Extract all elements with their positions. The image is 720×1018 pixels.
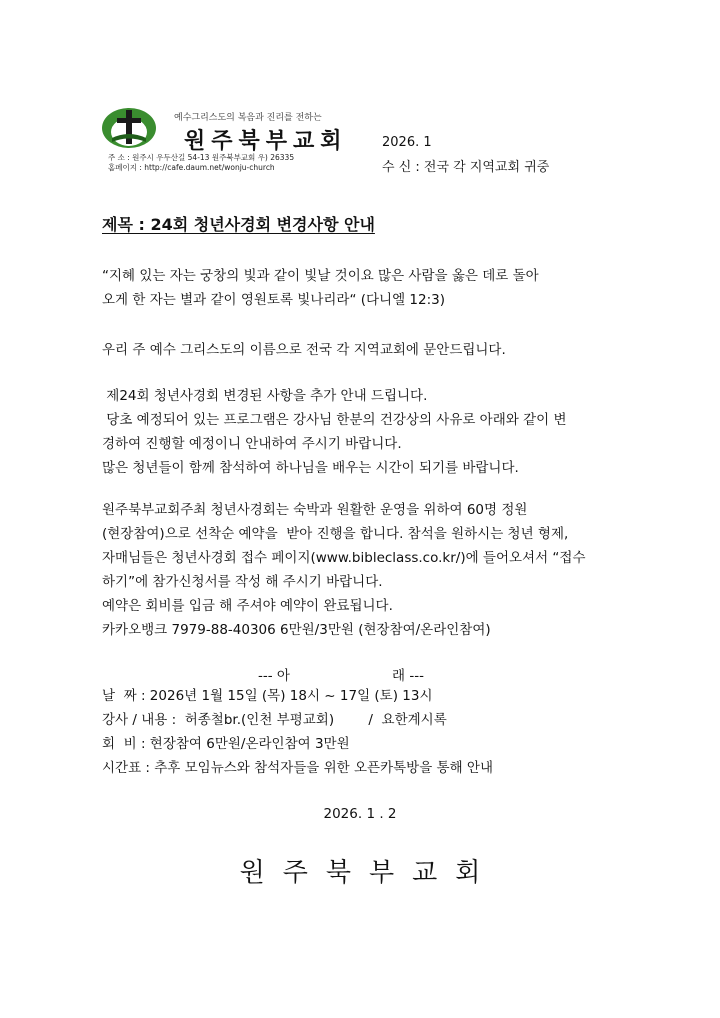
registration-line: 원주북부교회주최 청년사경회는 숙박과 원활한 운영을 위하여 60명 정원 <box>102 502 528 518</box>
greeting: 우리 주 예수 그리스도의 이름으로 전국 각 지역교회에 문안드립니다. <box>102 342 506 358</box>
registration-line: 자매님들은 청년사경회 접수 페이지(www.bibleclass.co.kr/)에 들어오셔서 “접수 <box>102 550 586 566</box>
closing-date: 2026. 1 . 2 <box>323 806 397 822</box>
notice-line: 제24회 청년사경회 변경된 사항을 추가 안내 드립니다. <box>102 388 428 404</box>
recipient: 수 신 : 전국 각 지역교회 귀중 <box>382 160 550 175</box>
detail-speaker: 강사 / 내용 : 허종철br.(인천 부평교회) / 요한계시록 <box>102 712 447 728</box>
detail-schedule: 시간표 : 추후 모임뉴스와 참석자들을 위한 오픈카톡방을 통해 안내 <box>102 760 493 776</box>
church-address-block <box>108 153 294 173</box>
verse-line: 오게 한 자는 별과 같이 영원토록 빛나리라“ (다니엘 12:3) <box>102 292 445 308</box>
notice-line: 경하여 진행할 예정이니 안내하여 주시기 바랍니다. <box>102 436 402 452</box>
church-homepage: 홈페이지 : http://cafe.daum.net/wonju-church <box>108 163 275 172</box>
bible-verse <box>102 264 632 312</box>
verse-line: “지혜 있는 자는 궁창의 빛과 같이 빛날 것이요 많은 사람을 옳은 데로 돌아 <box>102 268 539 284</box>
registration-paragraph <box>102 498 632 642</box>
notice-paragraph <box>102 384 632 480</box>
church-tagline: 예수그리스도의 복음과 진리를 전하는 <box>174 113 322 123</box>
registration-line: (현장참여)으로 선착순 예약을 받아 진행을 합니다. 참석을 원하시는 청년 형제, <box>102 526 569 542</box>
signature-church-name: 원주북부교회 <box>239 858 499 888</box>
detail-fee: 회 비 : 현장참여 6만원/온라인참여 3만원 <box>102 736 350 752</box>
subject-title: 제목 : 24회 청년사경회 변경사항 안내 <box>102 215 375 234</box>
church-name-logo: 원주북부교회 <box>184 129 348 154</box>
detail-date: 날 짜 : 2026년 1월 15일 (목) 18시 ~ 17일 (토) 13시 <box>102 688 433 704</box>
document-date: 2026. 1 <box>382 135 432 150</box>
registration-line: 하기”에 참가신청서를 작성 해 주시기 바랍니다. <box>102 574 383 590</box>
event-details <box>102 684 632 780</box>
below-marker-left: --- 아 <box>258 668 290 684</box>
registration-line: 예약은 회비를 입금 해 주셔야 예약이 완료됩니다. <box>102 598 393 614</box>
letterhead <box>100 104 360 174</box>
church-address: 주 소 : 원주시 우두산길 54-13 원주북부교회 우) 26335 <box>108 153 295 162</box>
below-marker-right: 래 --- <box>392 668 424 684</box>
church-logo-icon <box>100 104 158 150</box>
registration-line: 카카오뱅크 7979-88-40306 6만원/3만원 (현장참여/온라인참여) <box>102 622 491 638</box>
notice-line: 많은 청년들이 함께 참석하여 하나님을 배우는 시간이 되기를 바랍니다. <box>102 460 519 476</box>
notice-line: 당초 예정되어 있는 프로그램은 강사님 한분의 건강상의 사유로 아래와 같이 변 <box>102 412 567 428</box>
